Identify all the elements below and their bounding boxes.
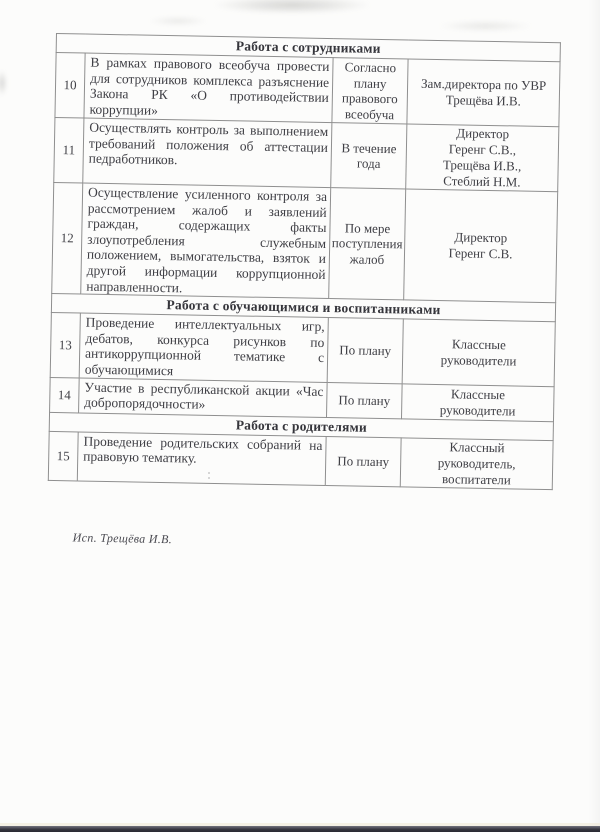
responsible-cell: Классный руководитель, воспитатели [400, 437, 553, 489]
timing-cell: Согласно плану правового всеобуча [332, 58, 408, 124]
timing-cell: По плану [327, 318, 403, 384]
responsible-cell: Классные руководители [401, 383, 554, 421]
row-number-cell: 11 [54, 117, 84, 183]
activity-cell: Проведение интеллектуальных игр, дебатов, конкурса рисунков по антикоррупционной тематике с обучающимися [79, 313, 328, 382]
table-row [48, 431, 553, 489]
activity-cell: Осуществление усиленного контроля за рассмотрением жалоб и заявлений граждан, содержащих факты злоупотребления служебным положением, вымогательства, взяток и другой информации коррупционной направленности. [81, 183, 331, 299]
section-title: Работа с родителями [49, 412, 553, 440]
row-number-cell: 14 [50, 377, 80, 413]
activity-cell: В рамках правового всеобуча провести для сотрудников комплекса разъяснение Закона РК «О противодействии коррупции» [84, 53, 333, 123]
scan-smudge [148, 16, 208, 26]
activity-cell: Проведение родительских собраний на правовую тематику. [77, 432, 326, 486]
scan-smudge [212, 0, 372, 14]
section-title: Работа с обучающимися и воспитанниками [51, 294, 555, 322]
timing-cell: По плану [327, 382, 403, 418]
responsible-cell: Директор Геренг С.В., Трещёва И.В., Стеблий Н.М. [406, 124, 559, 192]
document-body [48, 33, 560, 547]
scan-smudge [438, 20, 533, 32]
responsible-cell: Директор Геренг С.В. [404, 189, 558, 303]
row-number-cell: 12 [52, 182, 83, 294]
executor-note: Исп. Трещёва И.В. [72, 530, 173, 547]
responsible-cell: Классные руководители [402, 319, 555, 386]
table-row [50, 313, 555, 387]
table-row [52, 182, 558, 302]
activity-cell: Участие в республиканской акции «Час добропорядочности» [79, 378, 328, 418]
activity-cell: Осуществлять контроль за выполнением требований положения об аттестации педработников. [83, 118, 332, 188]
row-number-cell: 13 [50, 313, 80, 378]
anticorruption-plan-table [48, 33, 561, 490]
table-row [55, 53, 560, 127]
row-number-cell: 10 [55, 53, 85, 119]
timing-cell: По плану [325, 436, 401, 486]
responsible-cell: Зам.директора по УВР Трещёва И.В. [407, 59, 560, 127]
row-number-cell: 15 [48, 431, 78, 481]
timing-cell: В течение года [331, 123, 407, 189]
scan-smudge [0, 70, 7, 96]
timing-cell: По мере поступления жалоб [329, 188, 406, 301]
section-title: Работа с сотрудниками [56, 34, 560, 62]
table-row [54, 117, 559, 191]
scan-edge-shade [588, 0, 600, 832]
scan-bottom-edge [0, 826, 600, 832]
